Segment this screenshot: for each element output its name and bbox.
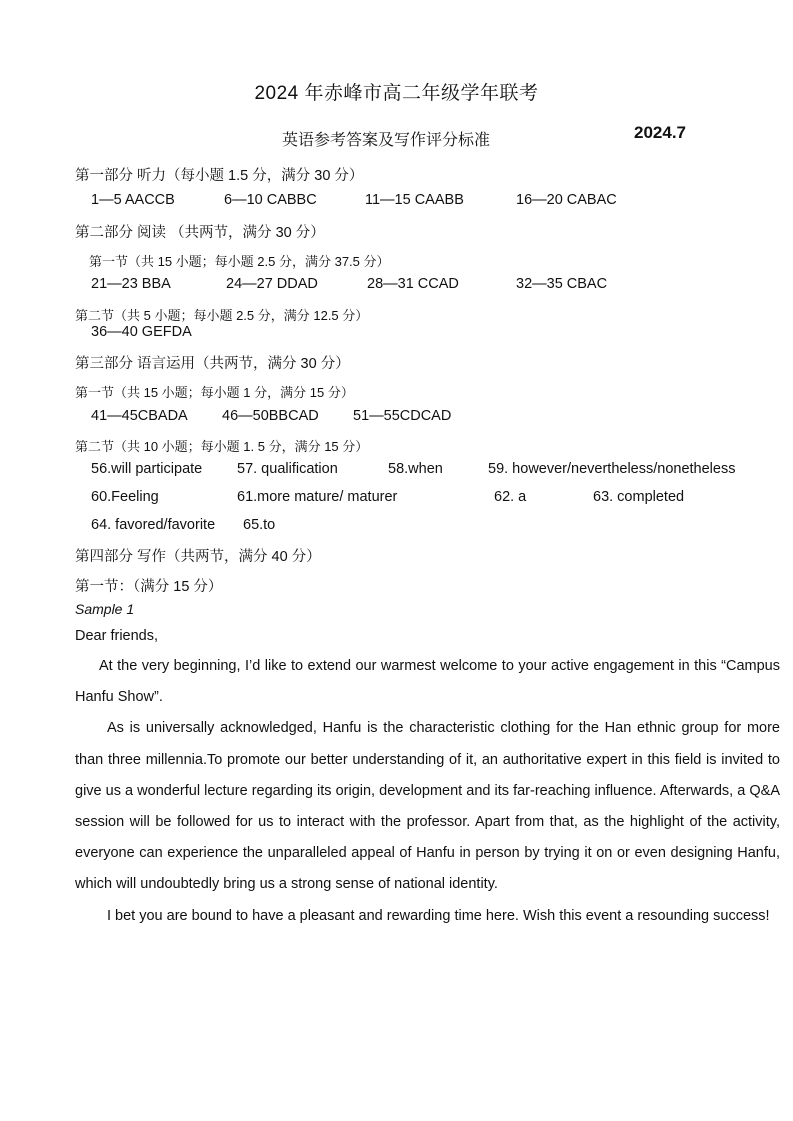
- answer-item: 62. a: [494, 489, 527, 505]
- letter-paragraph: I bet you are bound to have a pleasant and rewarding time here. Wish this event a resounding success!: [107, 907, 770, 924]
- part2-section2-answers: 36—40 GEFDA: [91, 324, 192, 340]
- answer-item: 57. qualification: [237, 461, 338, 477]
- answer-item: 56.will participate: [91, 461, 203, 477]
- letter-salutation: Dear friends,: [75, 628, 159, 644]
- part4-section1-heading: 第一节：（满分 15 分）: [75, 579, 223, 595]
- part2-section2-heading: 第二节（共 5 小题；每小题 2.5 分，满分 12.5 分）: [75, 308, 369, 323]
- letter-paragraph: As is universally acknowledged, Hanfu is the characteristic clothing for the Han ethnic group for more than three millennia.To promote our better understanding of it, an authoritative expert in this field is invited to give us a wonderful lecture regarding its origin, development and its far-reaching influence. Afterwards, a Q&A session will be followed for us to interact with the professor. Apart from that, as the highlight of the activity, everyone can experience the unparalleled appeal of Hanfu in person by trying it on or even designing Hanfu, which will undoubtedly bring us a strong sense of national identity.: [75, 720, 780, 893]
- part3-heading: 第三部分 语言运用（共两节，满分 30 分）: [75, 356, 350, 372]
- answer-group: 32—35 CBAC: [516, 276, 608, 292]
- part1-answers: [0, 192, 793, 212]
- answer-item: 59. however/nevertheless/nonetheless: [488, 461, 736, 477]
- document-subtitle: 英语参考答案及写作评分标准: [282, 132, 491, 149]
- answer-group: 11—15 CAABB: [365, 192, 464, 208]
- part3-section1-heading: 第一节（共 15 小题；每小题 1 分，满分 15 分）: [75, 385, 354, 400]
- answer-group: 41—45CBADA: [91, 408, 188, 424]
- part3-section2-answers-row1: [0, 461, 793, 481]
- part4-heading: 第四部分 写作（共两节，满分 40 分）: [75, 549, 321, 565]
- part1-heading: 第一部分 听力（每小题 1.5 分，满分 30 分）: [75, 168, 364, 184]
- answer-group: 46—50BBCAD: [222, 408, 319, 424]
- answer-group: 1—5 AACCB: [91, 192, 175, 208]
- answer-group: 21—23 BBA: [91, 276, 171, 292]
- answer-group: 6—10 CABBC: [224, 192, 317, 208]
- answer-group: 28—31 CCAD: [367, 276, 459, 292]
- answer-item: 60.Feeling: [91, 489, 159, 505]
- answer-item: 63. completed: [593, 489, 685, 505]
- answer-item: 58.when: [388, 461, 443, 477]
- answer-group: 24—27 DDAD: [226, 276, 318, 292]
- document-title: 2024 年赤峰市高二年级学年联考: [254, 83, 539, 104]
- part2-section1-answers: [0, 276, 793, 296]
- answer-group: 51—55CDCAD: [353, 408, 452, 424]
- sample-label: Sample 1: [75, 601, 135, 617]
- answer-item: 61.more mature/ maturer: [237, 489, 398, 505]
- answer-item: 65.to: [243, 517, 276, 533]
- part3-section2-answers-row3: [0, 517, 793, 537]
- sample-letter-body: [75, 651, 780, 932]
- part2-section1-heading: 第一节（共 15 小题；每小题 2.5 分，满分 37.5 分）: [89, 254, 390, 269]
- document-date: 2024.7: [634, 123, 686, 142]
- part3-section2-answers-row2: [0, 489, 793, 509]
- part3-section2-heading: 第二节（共 10 小题；每小题 1. 5 分，满分 15 分）: [75, 439, 369, 454]
- part3-section1-answers: [0, 408, 793, 428]
- part2-heading: 第二部分 阅读 （共两节，满分 30 分）: [75, 225, 325, 241]
- answer-group: 16—20 CABAC: [516, 192, 617, 208]
- answer-item: 64. favored/favorite: [91, 517, 216, 533]
- letter-paragraph: At the very beginning, I’d like to extend our warmest welcome to your active engagement in this “Campus Hanfu Show”.: [75, 658, 780, 706]
